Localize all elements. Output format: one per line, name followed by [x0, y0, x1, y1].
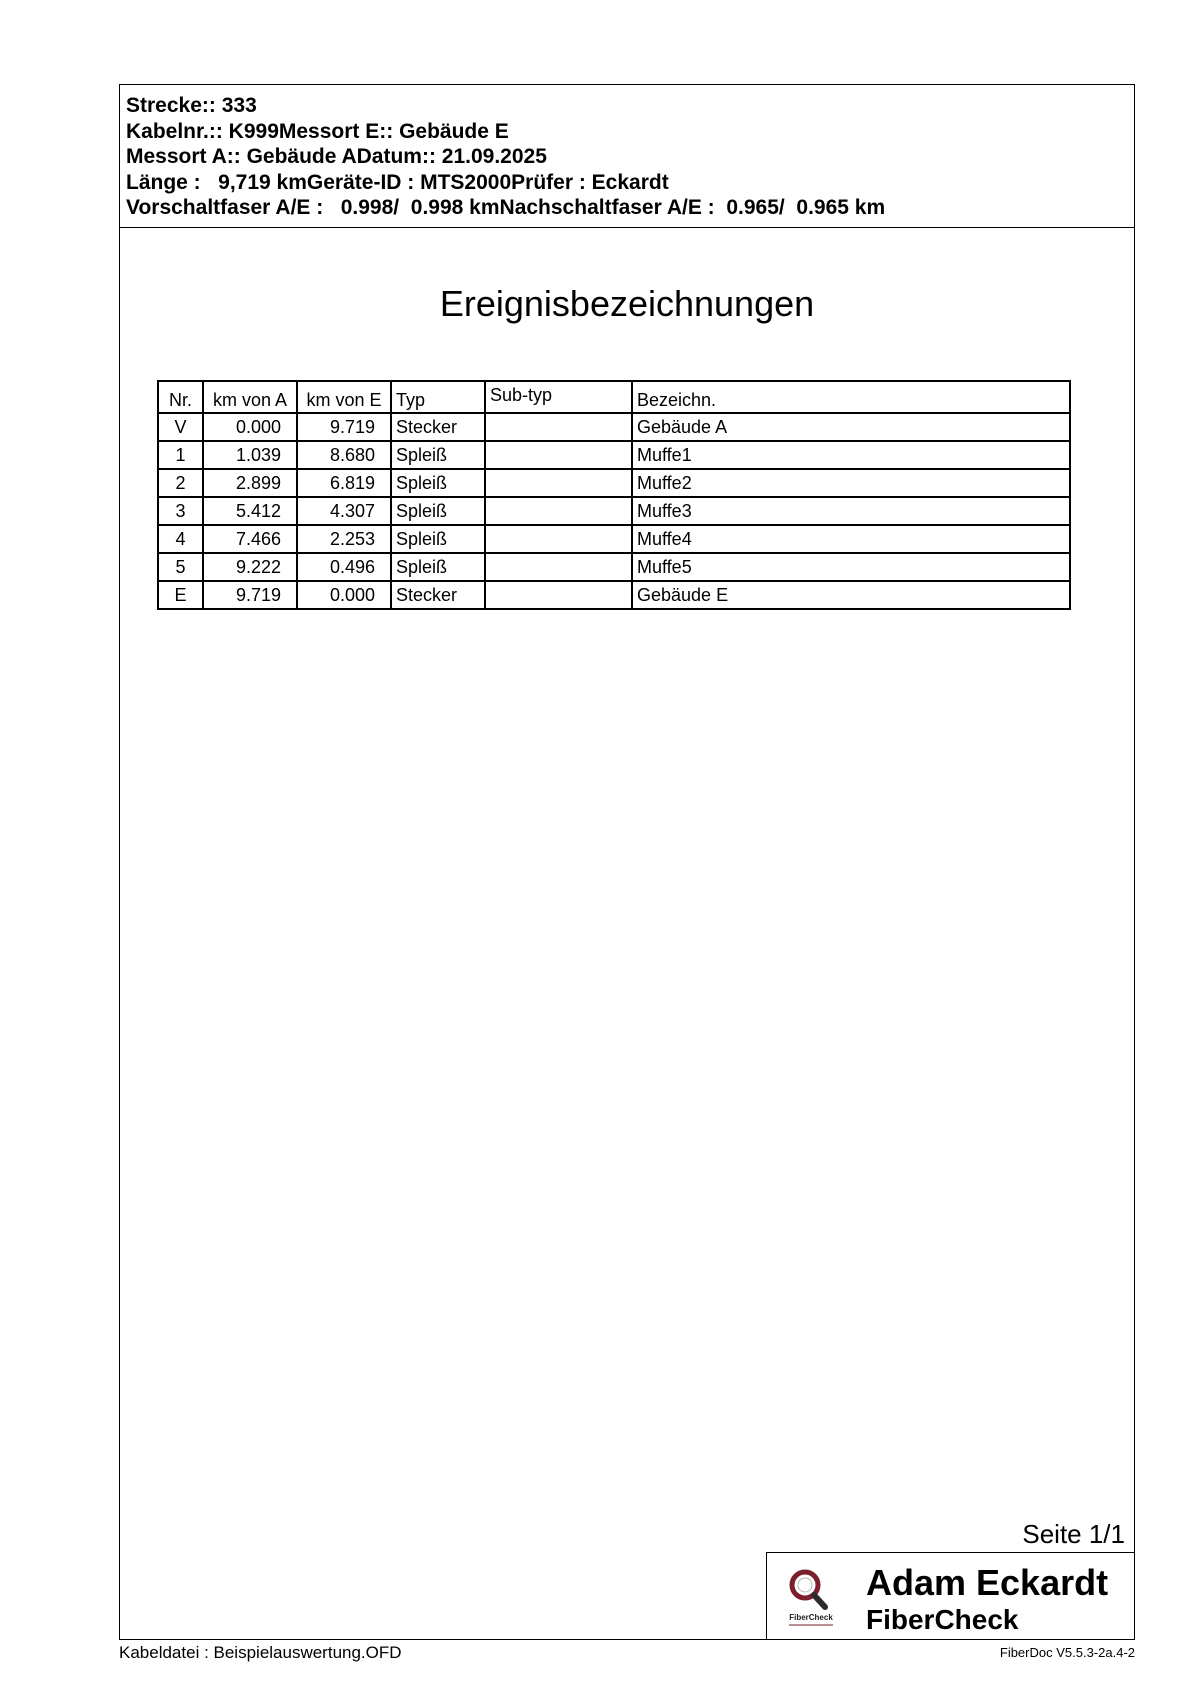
- cell-km-von-a: 9.222: [203, 553, 297, 581]
- cell-sub-typ: [485, 525, 632, 553]
- table-row: [158, 553, 1070, 581]
- event-table: [157, 380, 1071, 610]
- cell-sub-typ: [485, 469, 632, 497]
- company-logo-box: [766, 1552, 1134, 1639]
- cell-km-von-e: 0.496: [297, 553, 391, 581]
- col-header-bezeichnung: Bezeichn.: [632, 381, 1070, 413]
- cell-km-von-a: 5.412: [203, 497, 297, 525]
- page-title: Ereignisbezeichnungen: [439, 283, 815, 324]
- cell-typ: Spleiß: [391, 553, 485, 581]
- table-row: [158, 525, 1070, 553]
- cell-km-von-a: 9.719: [203, 581, 297, 609]
- report-header: [120, 85, 1134, 228]
- table-row: [158, 581, 1070, 609]
- cell-km-von-a: 2.899: [203, 469, 297, 497]
- table-row: [158, 469, 1070, 497]
- cell-bezeichnung: Muffe2: [632, 469, 1070, 497]
- brand-name: FiberCheck: [866, 1604, 1019, 1635]
- cell-sub-typ: [485, 581, 632, 609]
- cell-typ: Stecker: [391, 581, 485, 609]
- logo-wordmark: FiberCheck: [789, 1613, 833, 1622]
- col-header-sub-typ: Sub-typ: [485, 381, 632, 413]
- cell-km-von-a: 0.000: [203, 413, 297, 441]
- cell-km-von-e: 8.680: [297, 441, 391, 469]
- cell-bezeichnung: Gebäude E: [632, 581, 1070, 609]
- cell-nr: 5: [158, 553, 203, 581]
- company-text: [866, 1562, 1108, 1636]
- cell-nr: 4: [158, 525, 203, 553]
- cell-nr: 1: [158, 441, 203, 469]
- cell-sub-typ: [485, 441, 632, 469]
- cell-km-von-a: 7.466: [203, 525, 297, 553]
- company-name: Adam Eckardt: [866, 1562, 1109, 1603]
- table-row: [158, 441, 1070, 469]
- cell-km-von-e: 9.719: [297, 413, 391, 441]
- page-frame: [119, 84, 1135, 1640]
- cell-sub-typ: [485, 497, 632, 525]
- header-vorschaltfaser: Vorschaltfaser A/E : 0.998/ 0.998 kmNachschaltfaser A/E : 0.965/ 0.965 km: [126, 196, 886, 220]
- cell-bezeichnung: Muffe5: [632, 553, 1070, 581]
- cell-km-von-e: 4.307: [297, 497, 391, 525]
- cell-nr: 3: [158, 497, 203, 525]
- header-laenge: Länge : 9,719 kmGeräte-ID : MTS2000Prüfer : Eckardt: [126, 170, 669, 194]
- cell-bezeichnung: Muffe1: [632, 441, 1070, 469]
- header-messort-a: Messort A:: Gebäude ADatum:: 21.09.2025: [126, 145, 547, 169]
- cell-km-von-e: 0.000: [297, 581, 391, 609]
- cell-typ: Spleiß: [391, 441, 485, 469]
- header-kabelnr: Kabelnr.:: K999Messort E:: Gebäude E: [126, 119, 509, 143]
- col-header-nr: Nr.: [158, 381, 203, 413]
- cell-typ: Spleiß: [391, 497, 485, 525]
- software-version: FiberDoc V5.5.3-2a.4-2: [999, 1645, 1135, 1660]
- cell-nr: V: [158, 413, 203, 441]
- fibercheck-logo-icon: [779, 1565, 843, 1629]
- cell-nr: 2: [158, 469, 203, 497]
- cable-file-label: Kabeldatei : Beispielauswertung.OFD: [119, 1643, 402, 1662]
- col-header-km-von-a: km von A: [203, 381, 297, 413]
- table-row: [158, 413, 1070, 441]
- table-header-row: [158, 381, 1070, 413]
- cell-km-von-e: 2.253: [297, 525, 391, 553]
- cell-km-von-e: 6.819: [297, 469, 391, 497]
- cell-bezeichnung: Muffe3: [632, 497, 1070, 525]
- cell-typ: Spleiß: [391, 525, 485, 553]
- col-header-typ: Typ: [391, 381, 485, 413]
- cell-typ: Stecker: [391, 413, 485, 441]
- cell-nr: E: [158, 581, 203, 609]
- table-row: [158, 497, 1070, 525]
- cell-km-von-a: 1.039: [203, 441, 297, 469]
- cell-bezeichnung: Muffe4: [632, 525, 1070, 553]
- cell-bezeichnung: Gebäude A: [632, 413, 1070, 441]
- cell-sub-typ: [485, 553, 632, 581]
- header-strecke: Strecke:: 333: [126, 94, 257, 117]
- cell-sub-typ: [485, 413, 632, 441]
- cell-typ: Spleiß: [391, 469, 485, 497]
- col-header-km-von-e: km von E: [297, 381, 391, 413]
- page-number: Seite 1/1: [1022, 1519, 1125, 1549]
